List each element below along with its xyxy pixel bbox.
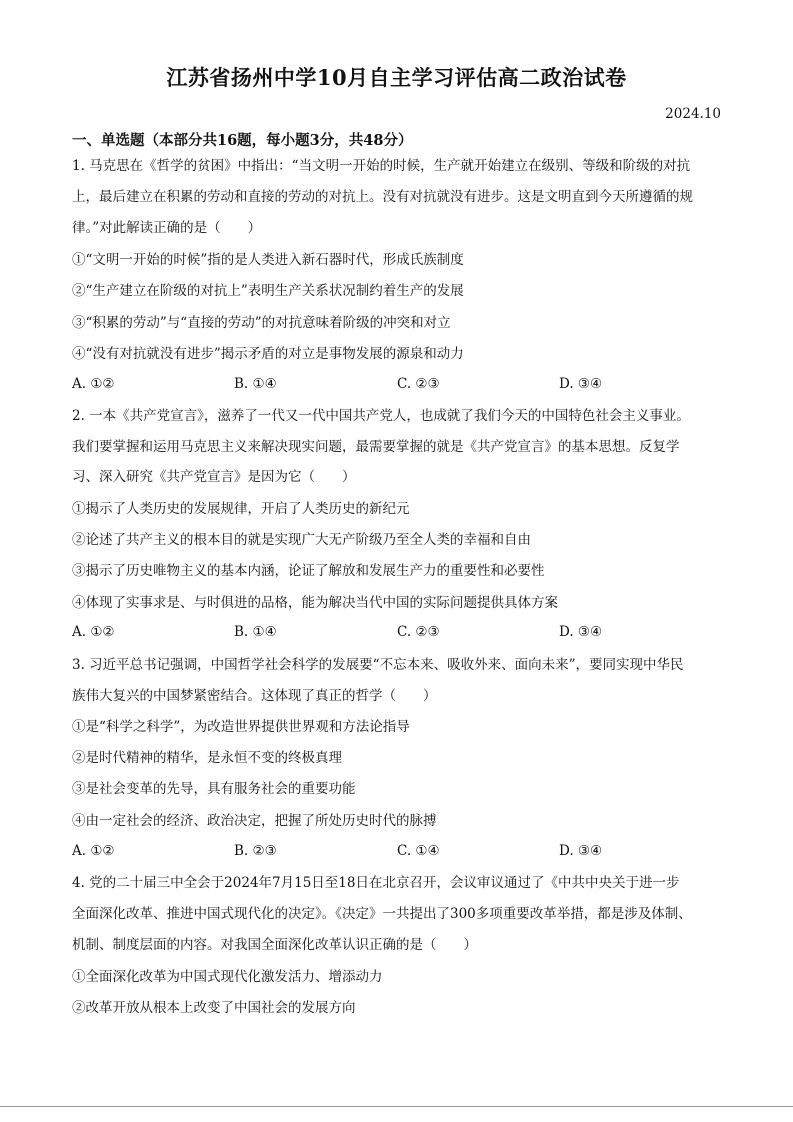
option-a[interactable]: A. ①② xyxy=(72,624,115,640)
question-1-options xyxy=(72,376,722,394)
question-3-item: ①是“科学之科学”，为改造世界提供世界观和方法论指导 xyxy=(72,719,410,735)
question-1-item: ④“没有对抗就没有进步”揭示矛盾的对立是事物发展的源泉和动力 xyxy=(72,346,464,362)
option-d[interactable]: D. ③④ xyxy=(559,376,603,392)
question-2-item: ②论述了共产主义的根本目的就是实现广大无产阶级乃至全人类的幸福和自由 xyxy=(72,532,531,548)
question-2-item: ④体现了实事求是、与时俱进的品格，能为解决当代中国的实际问题提供具体方案 xyxy=(72,595,558,611)
question-1-item: ②“生产建立在阶级的对抗上”表明生产关系状况制约着生产的发展 xyxy=(72,283,464,299)
page-bottom-divider xyxy=(0,1106,793,1107)
exam-date: 2024.10 xyxy=(665,106,721,122)
question-3-stem-line: 3. 习近平总书记强调，中国哲学社会科学的发展要“不忘本来、吸收外来、面向未来”，要同实现中华民 xyxy=(72,657,684,673)
question-2-options xyxy=(72,624,722,642)
question-1-item: ③“积累的劳动”与“直接的劳动”的对抗意味着阶级的冲突和对立 xyxy=(72,315,451,331)
question-1-stem-line: 律。”对此解读正确的是（ ） xyxy=(72,220,262,236)
question-2-stem-line: 习、深入研究《共产党宣言》是因为它（ ） xyxy=(72,469,356,485)
option-d[interactable]: D. ③④ xyxy=(559,843,603,859)
question-3-item: ④由一定社会的经济、政治决定，把握了所处历史时代的脉搏 xyxy=(72,813,437,829)
question-4-item: ①全面深化改革为中国式现代化激发活力、增添动力 xyxy=(72,969,383,985)
question-3-item: ③是社会变革的先导，具有服务社会的重要功能 xyxy=(72,781,356,797)
option-c[interactable]: C. ②③ xyxy=(397,624,440,640)
option-c[interactable]: C. ②③ xyxy=(397,376,440,392)
page-title: 江苏省扬州中学10月自主学习评估高二政治试卷 xyxy=(166,65,627,90)
question-1-stem-line: 上，最后建立在积累的劳动和直接的劳动的对抗上。没有对抗就没有进步。这是文明直到今天所遵循的规 xyxy=(72,189,693,205)
question-4-item: ②改革开放从根本上改变了中国社会的发展方向 xyxy=(72,1000,356,1016)
question-3-item: ②是时代精神的精华，是永恒不变的终极真理 xyxy=(72,750,342,766)
option-d[interactable]: D. ③④ xyxy=(559,624,603,640)
question-3-stem-line: 族伟大复兴的中国梦紧密结合。这体现了真正的哲学（ ） xyxy=(72,688,437,704)
question-2-item: ③揭示了历史唯物主义的基本内涵，论证了解放和发展生产力的重要性和必要性 xyxy=(72,563,545,579)
question-2-item: ①揭示了人类历史的发展规律，开启了人类历史的新纪元 xyxy=(72,501,410,517)
option-c[interactable]: C. ①④ xyxy=(397,843,440,859)
option-b[interactable]: B. ①④ xyxy=(234,376,277,392)
section-heading: 一、单选题（本部分共16题，每小题3分，共48分） xyxy=(72,132,413,149)
question-2-stem-line: 我们要掌握和运用马克思主义来解决现实问题，最需要掌握的就是《共产党宣言》的基本思想。反复学 xyxy=(72,439,680,455)
question-4-stem-line: 4. 党的二十届三中全会于2024年7月15日至18日在北京召开，会议审议通过了《中共中央关于进一步 xyxy=(72,875,680,891)
question-1-item: ①“文明一开始的时候”指的是人类进入新石器时代，形成氏族制度 xyxy=(72,252,464,268)
question-1-stem-line: 1. 马克思在《哲学的贫困》中指出：“当文明一开始的时候，生产就开始建立在级别、等级和阶级的对抗 xyxy=(72,158,691,174)
question-2-stem-line: 2. 一本《共产党宣言》，滋养了一代又一代中国共产党人，也成就了我们今天的中国特色社会主义事业。 xyxy=(72,408,690,424)
question-4-stem-line: 全面深化改革、推进中国式现代化的决定》。《决定》一共提出了300多项重要改革举措，都是涉及体制、 xyxy=(72,906,692,922)
option-a[interactable]: A. ①② xyxy=(72,376,115,392)
question-4-stem-line: 机制、制度层面的内容。对我国全面深化改革认识正确的是（ ） xyxy=(72,937,477,953)
option-b[interactable]: B. ①④ xyxy=(234,624,277,640)
option-a[interactable]: A. ①② xyxy=(72,843,115,859)
question-3-options xyxy=(72,843,722,861)
option-b[interactable]: B. ②③ xyxy=(234,843,277,859)
